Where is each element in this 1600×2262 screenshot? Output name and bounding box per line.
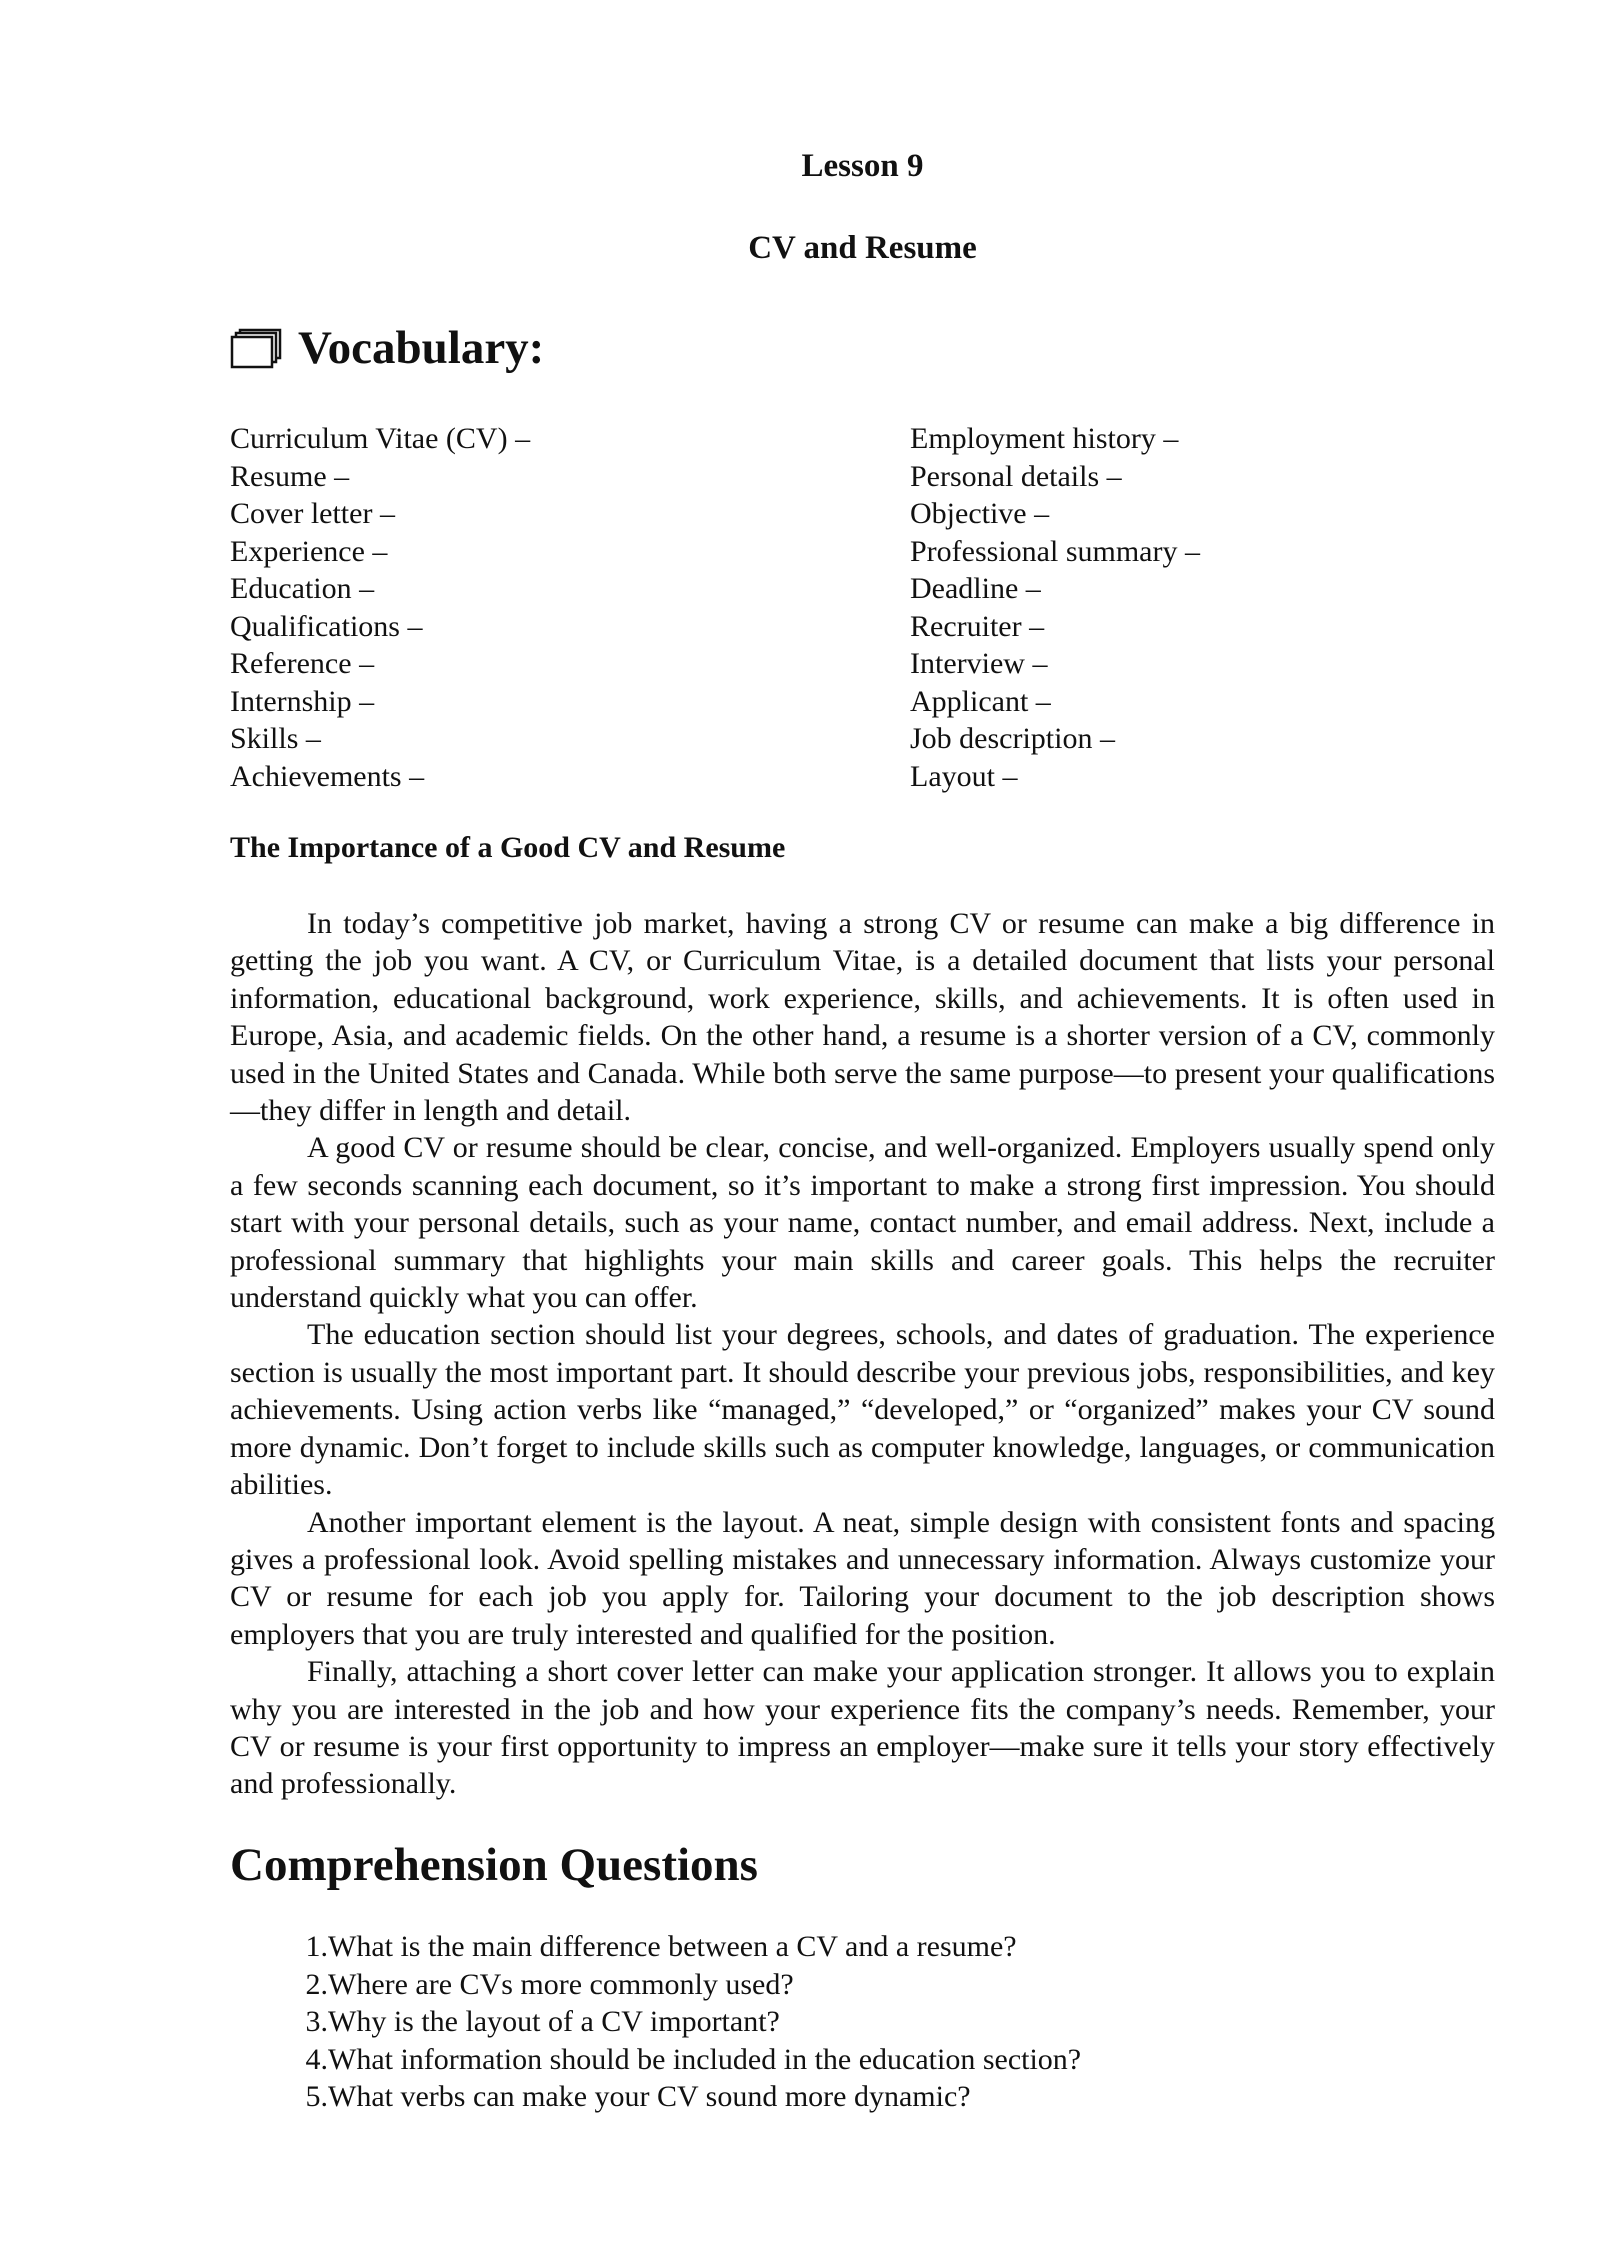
- vocabulary-heading-text: Vocabulary:: [298, 322, 545, 374]
- vocabulary-list: [230, 420, 1495, 795]
- question-number: 1.: [305, 1930, 328, 1963]
- vocabulary-term: Layout –: [910, 759, 1018, 793]
- question-text: What information should be included in the education section?: [328, 2042, 1082, 2076]
- reading-heading: The Importance of a Good CV and Resume: [230, 831, 786, 864]
- vocabulary-term: Objective –: [910, 497, 1050, 530]
- question-item: [230, 2003, 1081, 2041]
- vocabulary-heading: [230, 322, 545, 374]
- question-item: [230, 1966, 1081, 2004]
- vocabulary-term: Education –: [230, 572, 375, 605]
- vocabulary-term: Qualifications –: [230, 609, 423, 643]
- reading-paragraph: Another important element is the layout. A neat, simple design with consistent fonts and spacing gives a professional look. Avoid spelling mistakes and unnecessary information. Always customize your CV or resume for each job you apply for. Tailoring your document to the job description shows employers that you are truly interested and qualified for the position.: [230, 1505, 1495, 1651]
- comprehension-questions: [230, 1928, 1081, 2116]
- reading-paragraph: Finally, attaching a short cover letter can make your application stronger. It allows you to explain why you are interested in the job and how your experience fits the company’s needs. Remember, your CV or resume is your first opportunity to impress an employer—make sure it tells your story effectively and professionally.: [230, 1655, 1495, 1801]
- vocabulary-term: Job description –: [910, 722, 1115, 755]
- vocabulary-term: Internship –: [230, 684, 375, 718]
- question-text: What verbs can make your CV sound more dynamic?: [328, 2080, 971, 2113]
- question-item: [230, 2041, 1081, 2079]
- vocabulary-term: Deadline –: [910, 572, 1041, 605]
- vocabulary-term: Personal details –: [910, 459, 1122, 493]
- vocabulary-term: Interview –: [910, 647, 1048, 680]
- comprehension-heading: Comprehension Questions: [230, 1839, 758, 1891]
- vocabulary-term: Reference –: [230, 647, 375, 680]
- question-item: [230, 1928, 1081, 1966]
- vocabulary-term: Applicant –: [910, 684, 1051, 718]
- vocabulary-term: Cover letter –: [230, 497, 395, 530]
- question-text: Why is the layout of a CV important?: [328, 2005, 780, 2038]
- reading-paragraph: In today’s competitive job market, having a strong CV or resume can make a big difference in getting the job you want. A CV, or Curriculum Vitae, is a detailed document that lists your personal information, educational background, work experience, skills, and achievements. It is often used in Europe, Asia, and academic fields. On the other hand, a resume is a shorter version of a CV, commonly used in the United States and Canada. While both serve the same purpose—to present your qualifications—they differ in length and detail.: [230, 907, 1495, 1128]
- question-text: What is the main difference between a CV and a resume?: [328, 1930, 1017, 1963]
- question-number: 5.: [305, 2080, 328, 2113]
- question-item: [230, 2078, 1081, 2116]
- vocabulary-term: Skills –: [230, 722, 321, 755]
- vocabulary-term: Curriculum Vitae (CV) –: [230, 422, 531, 455]
- reading-text: [230, 905, 1495, 1803]
- vocabulary-column-left: [230, 420, 910, 795]
- vocabulary-term: Recruiter –: [910, 609, 1045, 643]
- vocabulary-term: Experience –: [230, 534, 388, 568]
- vocabulary-column-right: [910, 420, 1495, 795]
- vocabulary-term: Achievements –: [230, 759, 425, 793]
- lesson-topic: CV and Resume: [748, 230, 977, 266]
- vocabulary-term: Employment history –: [910, 422, 1179, 455]
- question-number: 2.: [305, 1967, 328, 2001]
- question-text: Where are CVs more commonly used?: [328, 1967, 794, 2001]
- reading-paragraph: The education section should list your degrees, schools, and dates of graduation. The experience section is usually the most important part. It should describe your previous jobs, responsibilities, and key achievements. Using action verbs like “managed,” “developed,” or “organized” makes your CV sound more dynamic. Don’t forget to include skills such as computer knowledge, languages, or communication abilities.: [230, 1318, 1495, 1502]
- question-number: 3.: [305, 2005, 328, 2038]
- vocabulary-term: Professional summary –: [910, 534, 1200, 568]
- vocabulary-term: Resume –: [230, 459, 350, 493]
- question-number: 4.: [305, 2042, 328, 2076]
- folder-icon: [230, 328, 282, 370]
- reading-paragraph: A good CV or resume should be clear, concise, and well-organized. Employers usually spend only a few seconds scanning each document, so it’s important to make a strong first impression. You should start with your personal details, such as your name, contact number, and email address. Next, include a professional summary that highlights your main skills and career goals. This helps the recruiter understand quickly what you can offer.: [230, 1131, 1495, 1315]
- lesson-number: Lesson 9: [801, 148, 924, 184]
